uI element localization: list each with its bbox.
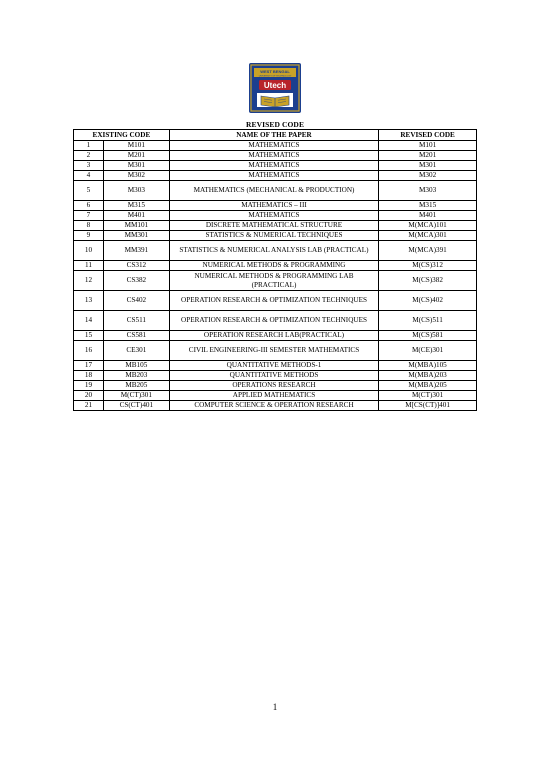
existing-code: MM101 [103,221,169,231]
paper-name: OPERATION RESEARCH LAB(PRACTICAL) [169,331,378,341]
revised-code: M315 [379,201,477,211]
table-row [74,261,477,271]
existing-code: M315 [103,201,169,211]
paper-name: STATISTICS & NUMERICAL TECHNIQUES [169,231,378,241]
existing-code: M303 [103,181,169,201]
row-number: 2 [74,151,104,161]
header-paper-name: NAME OF THE PAPER [169,130,378,141]
paper-name: MATHEMATICS [169,211,378,221]
paper-name: QUANTITATIVE METHODS [169,371,378,381]
existing-code: MB105 [103,361,169,371]
row-number: 11 [74,261,104,271]
page-number: 1 [272,702,278,712]
paper-name: MATHEMATICS [169,171,378,181]
row-number: 3 [74,161,104,171]
existing-code: CS382 [103,271,169,291]
row-number: 21 [74,401,104,411]
paper-name: OPERATIONS RESEARCH [169,381,378,391]
revised-code: M(MCA)301 [379,231,477,241]
paper-name: STATISTICS & NUMERICAL ANALYSIS LAB (PRACTICAL) [169,241,378,261]
table-row [74,151,477,161]
revised-code: M(MBA)205 [379,381,477,391]
existing-code: M401 [103,211,169,221]
table-row [74,391,477,401]
revised-code: M(MCA)391 [379,241,477,261]
table-row [74,371,477,381]
revised-code: M303 [379,181,477,201]
existing-code: CE301 [103,341,169,361]
row-number: 1 [74,141,104,151]
row-number: 6 [74,201,104,211]
logo-brand-text: Utech [263,81,287,90]
table-row [74,291,477,311]
existing-code: CS312 [103,261,169,271]
revised-code: M(MCA)101 [379,221,477,231]
table-row [74,401,477,411]
revised-code: M(MBA)203 [379,371,477,381]
existing-code: MB205 [103,381,169,391]
existing-code: M101 [103,141,169,151]
table-header-row [74,130,477,141]
row-number: 8 [74,221,104,231]
row-number: 4 [74,171,104,181]
row-number: 17 [74,361,104,371]
row-number: 9 [74,231,104,241]
table-row [74,241,477,261]
revised-code: M201 [379,151,477,161]
row-number: 18 [74,371,104,381]
revised-code: M401 [379,211,477,221]
row-number: 13 [74,291,104,311]
table-row [74,141,477,151]
university-logo [249,63,301,113]
row-number: 12 [74,271,104,291]
revised-code-table [73,129,477,411]
row-number: 20 [74,391,104,401]
header-revised-code: REVISED CODE [379,130,477,141]
row-number: 10 [74,241,104,261]
paper-name: MATHEMATICS (MECHANICAL & PRODUCTION) [169,181,378,201]
table-row [74,171,477,181]
revised-code: M(CS)511 [379,311,477,331]
revised-code: M(CT)301 [379,391,477,401]
revised-code: M(CS)581 [379,331,477,341]
table-row [74,361,477,371]
table-row [74,161,477,171]
row-number: 15 [74,331,104,341]
table-row [74,231,477,241]
paper-name: OPERATION RESEARCH & OPTIMIZATION TECHNIQUES [169,311,378,331]
logo-top-text: WEST BENGAL [260,69,290,75]
existing-code: CS402 [103,291,169,311]
row-number: 7 [74,211,104,221]
table-row [74,201,477,211]
revised-code: M(CS)402 [379,291,477,311]
revised-code: M(MBA)105 [379,361,477,371]
paper-name: NUMERICAL METHODS & PROGRAMMING LAB (PRACTICAL) [169,271,378,291]
table-row [74,341,477,361]
existing-code: M(CT)301 [103,391,169,401]
paper-name: OPERATION RESEARCH & OPTIMIZATION TECHNIQUES [169,291,378,311]
row-number: 5 [74,181,104,201]
existing-code: MB203 [103,371,169,381]
existing-code: MM301 [103,231,169,241]
row-number: 14 [74,311,104,331]
existing-code: M301 [103,161,169,171]
table-row [74,211,477,221]
table-row [74,271,477,291]
table-body [74,141,477,411]
revised-code: M302 [379,171,477,181]
revised-code: M[CS(CT)]401 [379,401,477,411]
revised-code: M(CE)301 [379,341,477,361]
existing-code: M201 [103,151,169,161]
existing-code: CS581 [103,331,169,341]
existing-code: CS511 [103,311,169,331]
paper-name: MATHEMATICS – III [169,201,378,211]
revised-code: M101 [379,141,477,151]
logo-sub-text: UNIVERSITY OF TECHNOLOGY [258,75,292,78]
revised-code: M(CS)382 [379,271,477,291]
paper-name: DISCRETE MATHEMATICAL STRUCTURE [169,221,378,231]
row-number: 19 [74,381,104,391]
header-existing-code: EXISTING CODE [74,130,170,141]
existing-code: CS(CT)401 [103,401,169,411]
paper-name: MATHEMATICS [169,141,378,151]
paper-name: MATHEMATICS [169,151,378,161]
paper-name: CIVIL ENGINEERING-III SEMESTER MATHEMATICS [169,341,378,361]
table-row [74,221,477,231]
table-row [74,381,477,391]
revised-code: M(CS)312 [379,261,477,271]
paper-name: MATHEMATICS [169,161,378,171]
existing-code: M302 [103,171,169,181]
paper-name: QUANTITATIVE METHODS-1 [169,361,378,371]
revised-code: M301 [379,161,477,171]
document-title: REVISED CODE [245,120,305,129]
table-row [74,331,477,341]
paper-name: APPLIED MATHEMATICS [169,391,378,401]
paper-name: COMPUTER SCIENCE & OPERATION RESEARCH [169,401,378,411]
table-row [74,311,477,331]
table-row [74,181,477,201]
row-number: 16 [74,341,104,361]
paper-name: NUMERICAL METHODS & PROGRAMMING [169,261,378,271]
existing-code: MM391 [103,241,169,261]
